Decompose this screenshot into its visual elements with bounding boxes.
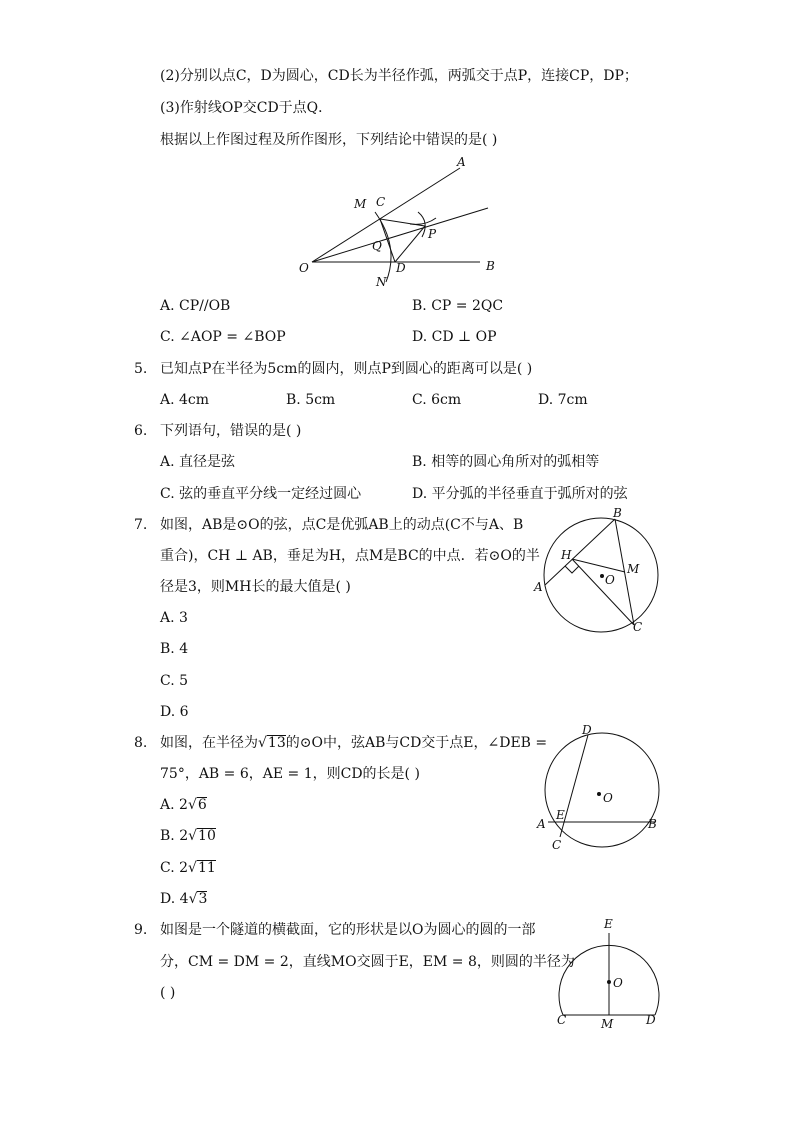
segment-HM (572, 559, 625, 572)
label-E: E (556, 808, 565, 822)
q8-line1-suffix: 的⊙O中，弦AB与CD交于点E，∠DEB = (285, 735, 548, 751)
label-N: N (376, 275, 387, 289)
q5-option-d: D. 7cm (538, 392, 588, 408)
label-O: O (613, 976, 623, 990)
q4-option-d: D. CD ⊥ OP (412, 329, 497, 345)
q6-option-a: A. 直径是弦 (160, 454, 236, 470)
q7-number: 7. (134, 517, 148, 533)
label-A: A (537, 817, 546, 831)
segment-CP (380, 219, 425, 226)
q7-line3: 径是3，则MH长的最大值是( ) (160, 579, 351, 595)
q8-option-d (160, 889, 207, 909)
label-D: D (396, 261, 406, 275)
q8-line1-prefix: 如图，在半径为 (160, 735, 258, 751)
label-D: D (582, 723, 592, 737)
label-P: P (428, 227, 437, 241)
sqrt-symbol: √ (258, 735, 267, 751)
q4-option-b: B. CP = 2QC (412, 298, 504, 314)
q7-line1: 如图，AB是⊙O的弦，点C是优弧AB上的动点(C不与A、B (160, 517, 524, 533)
q4-stem: 根据以上作图过程及所作图形，下列结论中错误的是( ) (160, 132, 498, 148)
q9-line1: 如图是一个隧道的横截面，它的形状是以O为圆心的圆的一部 (160, 922, 536, 938)
q7-option-c: C. 5 (160, 673, 189, 689)
q8-option-b (160, 826, 216, 846)
label-M: M (627, 562, 640, 576)
center-dot-O (600, 574, 604, 578)
option-label: B. (160, 828, 180, 844)
label-A: A (534, 580, 543, 594)
center-dot-O (597, 792, 601, 796)
q8-number: 8. (134, 735, 148, 751)
center-dot-O (607, 980, 611, 984)
label-H: H (561, 548, 572, 562)
label-B: B (613, 506, 622, 520)
sqrt-symbol: √ (187, 797, 197, 813)
q8-radicand: 13 (267, 735, 286, 751)
q8-option-a (160, 795, 207, 815)
option-coef: 2 (179, 797, 188, 813)
q5-option-b: B. 5cm (286, 392, 336, 408)
q7-option-a: A. 3 (160, 610, 188, 626)
q4-step3: (3)作射线OP交CD于点Q． (160, 100, 333, 116)
label-C: C (633, 620, 643, 634)
q4-step2: (2)分别以点C，D为圆心，CD长为半径作弧，两弧交于点P，连接CP，DP； (160, 68, 638, 84)
q7-option-d: D. 6 (160, 704, 189, 720)
option-radicand: 3 (198, 891, 208, 907)
q6-stem: 下列语句，错误的是( ) (160, 423, 302, 439)
q5-option-a: A. 4cm (160, 392, 210, 408)
option-label: C. (160, 860, 180, 876)
option-radicand: 11 (197, 860, 216, 876)
label-O: O (605, 573, 615, 587)
label-D: D (646, 1013, 656, 1027)
label-C: C (376, 195, 386, 209)
q6-option-d: D. 平分弧的半径垂直于弧所对的弦 (412, 486, 628, 502)
segment-DP (395, 226, 425, 262)
sqrt-symbol: √ (188, 860, 197, 876)
label-C: C (552, 838, 562, 852)
q8-option-c (160, 858, 216, 878)
label-C: C (557, 1013, 567, 1027)
q9-figure (548, 912, 678, 1032)
q5-stem: 已知点P在半径为5cm的圆内，则点P到圆心的距离可以是( ) (160, 361, 533, 377)
q8-line1 (160, 733, 547, 753)
option-radicand: 10 (198, 828, 216, 844)
q6-number: 6. (134, 423, 148, 439)
label-B: B (648, 817, 657, 831)
segment-CH (572, 559, 634, 625)
q6-option-b: B. 相等的圆心角所对的弧相等 (412, 454, 600, 470)
label-M: M (354, 197, 367, 211)
q4-option-a: A. CP//OB (160, 298, 231, 314)
label-A: A (457, 155, 466, 169)
sqrt-symbol: √ (188, 828, 198, 844)
label-O: O (299, 261, 309, 275)
q6-option-c: C. 弦的垂直平分线一定经过圆心 (160, 486, 362, 502)
q9-number: 9. (134, 922, 148, 938)
label-B: B (486, 259, 495, 273)
q5-number: 5. (134, 361, 148, 377)
q7-figure (530, 505, 670, 635)
option-coef: 2 (179, 860, 189, 876)
q7-option-b: B. 4 (160, 641, 189, 657)
sqrt-symbol: √ (188, 891, 198, 907)
ray-OA (312, 168, 460, 262)
q8-line2: 75°，AB = 6，AE = 1，则CD的长是( ) (160, 766, 420, 782)
q4-option-c: C. ∠AOP = ∠BOP (160, 329, 286, 345)
option-coef: 4 (179, 891, 189, 907)
q9-line3: ( ) (160, 985, 176, 1001)
option-label: A. (160, 797, 180, 813)
ray-OP (312, 208, 488, 262)
q5-option-c: C. 6cm (412, 392, 462, 408)
label-E: E (604, 917, 613, 931)
option-radicand: 6 (197, 797, 207, 813)
label-M: M (601, 1017, 614, 1031)
q4-figure (290, 152, 510, 292)
q9-line2: 分，CM = DM = 2，直线MO交圆于E，EM = 8，则圆的半径为 (160, 954, 575, 970)
arc-D (410, 218, 436, 224)
right-angle-mark (565, 566, 579, 573)
q7-line2: 重合)，CH ⊥ AB，垂足为H，点M是BC的中点．若⊙O的半 (160, 548, 540, 564)
option-coef: 2 (179, 828, 189, 844)
label-Q: Q (372, 239, 382, 253)
option-label: D. (160, 891, 180, 907)
label-O: O (603, 791, 613, 805)
q8-figure (532, 722, 672, 857)
